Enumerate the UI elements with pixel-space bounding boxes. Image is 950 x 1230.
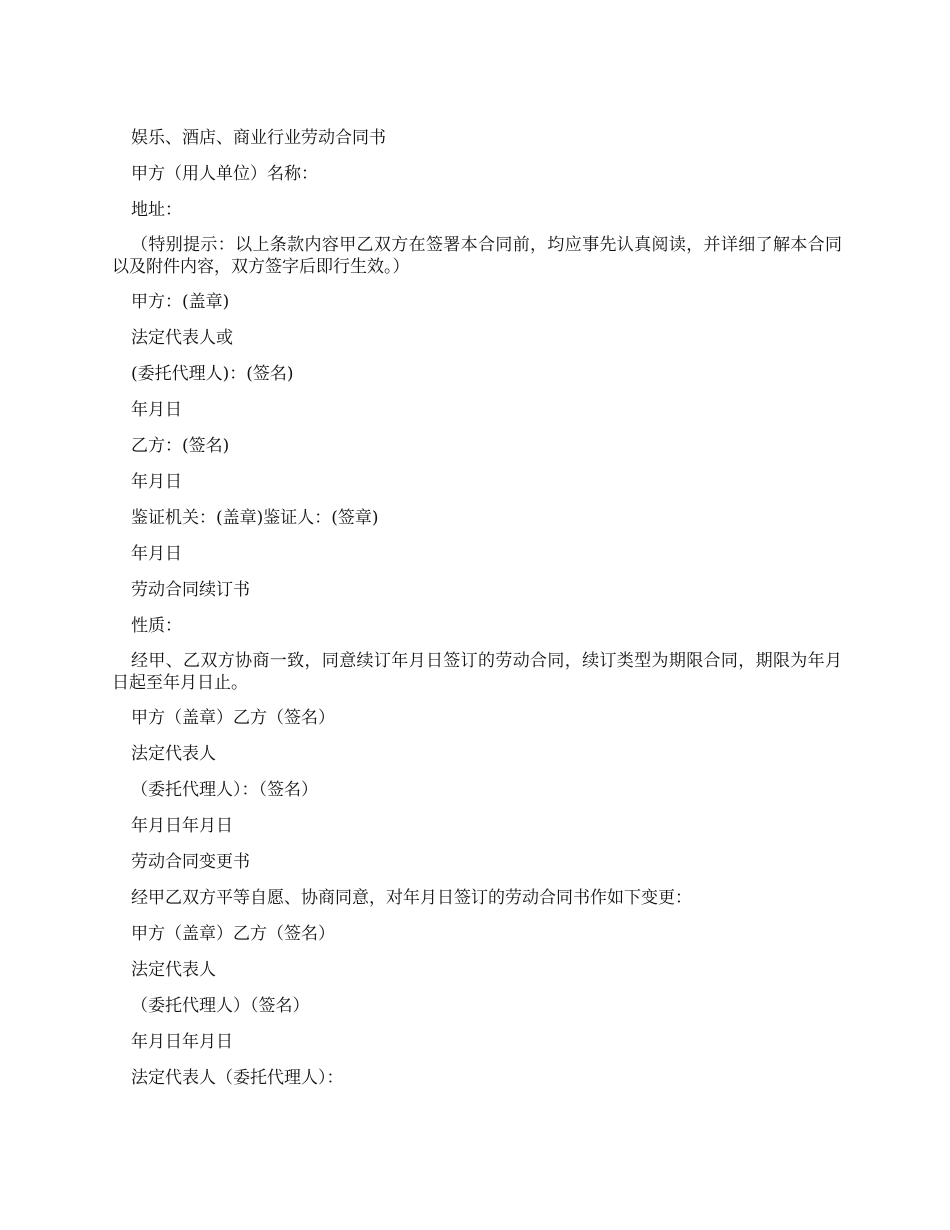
document-body bbox=[112, 126, 842, 1102]
legal-representative-line: 法定代表人 bbox=[131, 960, 216, 980]
date-line: 年月日 bbox=[131, 400, 182, 420]
date-line: 年月日 bbox=[131, 544, 182, 564]
authentication-line: 鉴证机关：(盖章)鉴证人：(签章) bbox=[131, 508, 379, 528]
party-signature-line: 甲方（盖章）乙方（签名） bbox=[131, 708, 335, 728]
special-notice-paragraph: （特别提示：以上条款内容甲乙双方在签署本合同前，均应事先认真阅读，并详细了解本合同以及附件内容，双方签字后即行生效。） bbox=[112, 235, 842, 277]
agent-signature-line: （委托代理人）（签名） bbox=[131, 996, 310, 1016]
nature-line: 性质： bbox=[131, 616, 182, 636]
date-line: 年月日年月日 bbox=[131, 816, 233, 836]
date-line: 年月日年月日 bbox=[131, 1032, 233, 1052]
amendment-title: 劳动合同变更书 bbox=[131, 852, 250, 872]
party-b-signature-line: 乙方：(签名) bbox=[131, 436, 230, 456]
legal-representative-line: 法定代表人 bbox=[131, 744, 216, 764]
document-title: 娱乐、酒店、商业行业劳动合同书 bbox=[131, 128, 386, 148]
legal-representative-agent-line: 法定代表人（委托代理人）： bbox=[131, 1068, 344, 1088]
renewal-paragraph: 经甲、乙双方协商一致，同意续订年月日签订的劳动合同，续订类型为期限合同，期限为年月日起至年月日止。 bbox=[112, 651, 842, 693]
agent-signature-line: (委托代理人)：(签名) bbox=[131, 364, 294, 384]
party-a-seal-line: 甲方：(盖章) bbox=[131, 292, 230, 312]
employer-name-line: 甲方（用人单位）名称： bbox=[131, 164, 318, 184]
amendment-paragraph: 经甲乙双方平等自愿、协商同意，对年月日签订的劳动合同书作如下变更： bbox=[131, 888, 692, 908]
renewal-title: 劳动合同续订书 bbox=[131, 580, 250, 600]
agent-signature-line: （委托代理人）：（签名） bbox=[131, 780, 318, 800]
date-line: 年月日 bbox=[131, 472, 182, 492]
address-line: 地址： bbox=[131, 200, 182, 220]
legal-representative-line: 法定代表人或 bbox=[131, 328, 233, 348]
party-signature-line: 甲方（盖章）乙方（签名） bbox=[131, 924, 335, 944]
